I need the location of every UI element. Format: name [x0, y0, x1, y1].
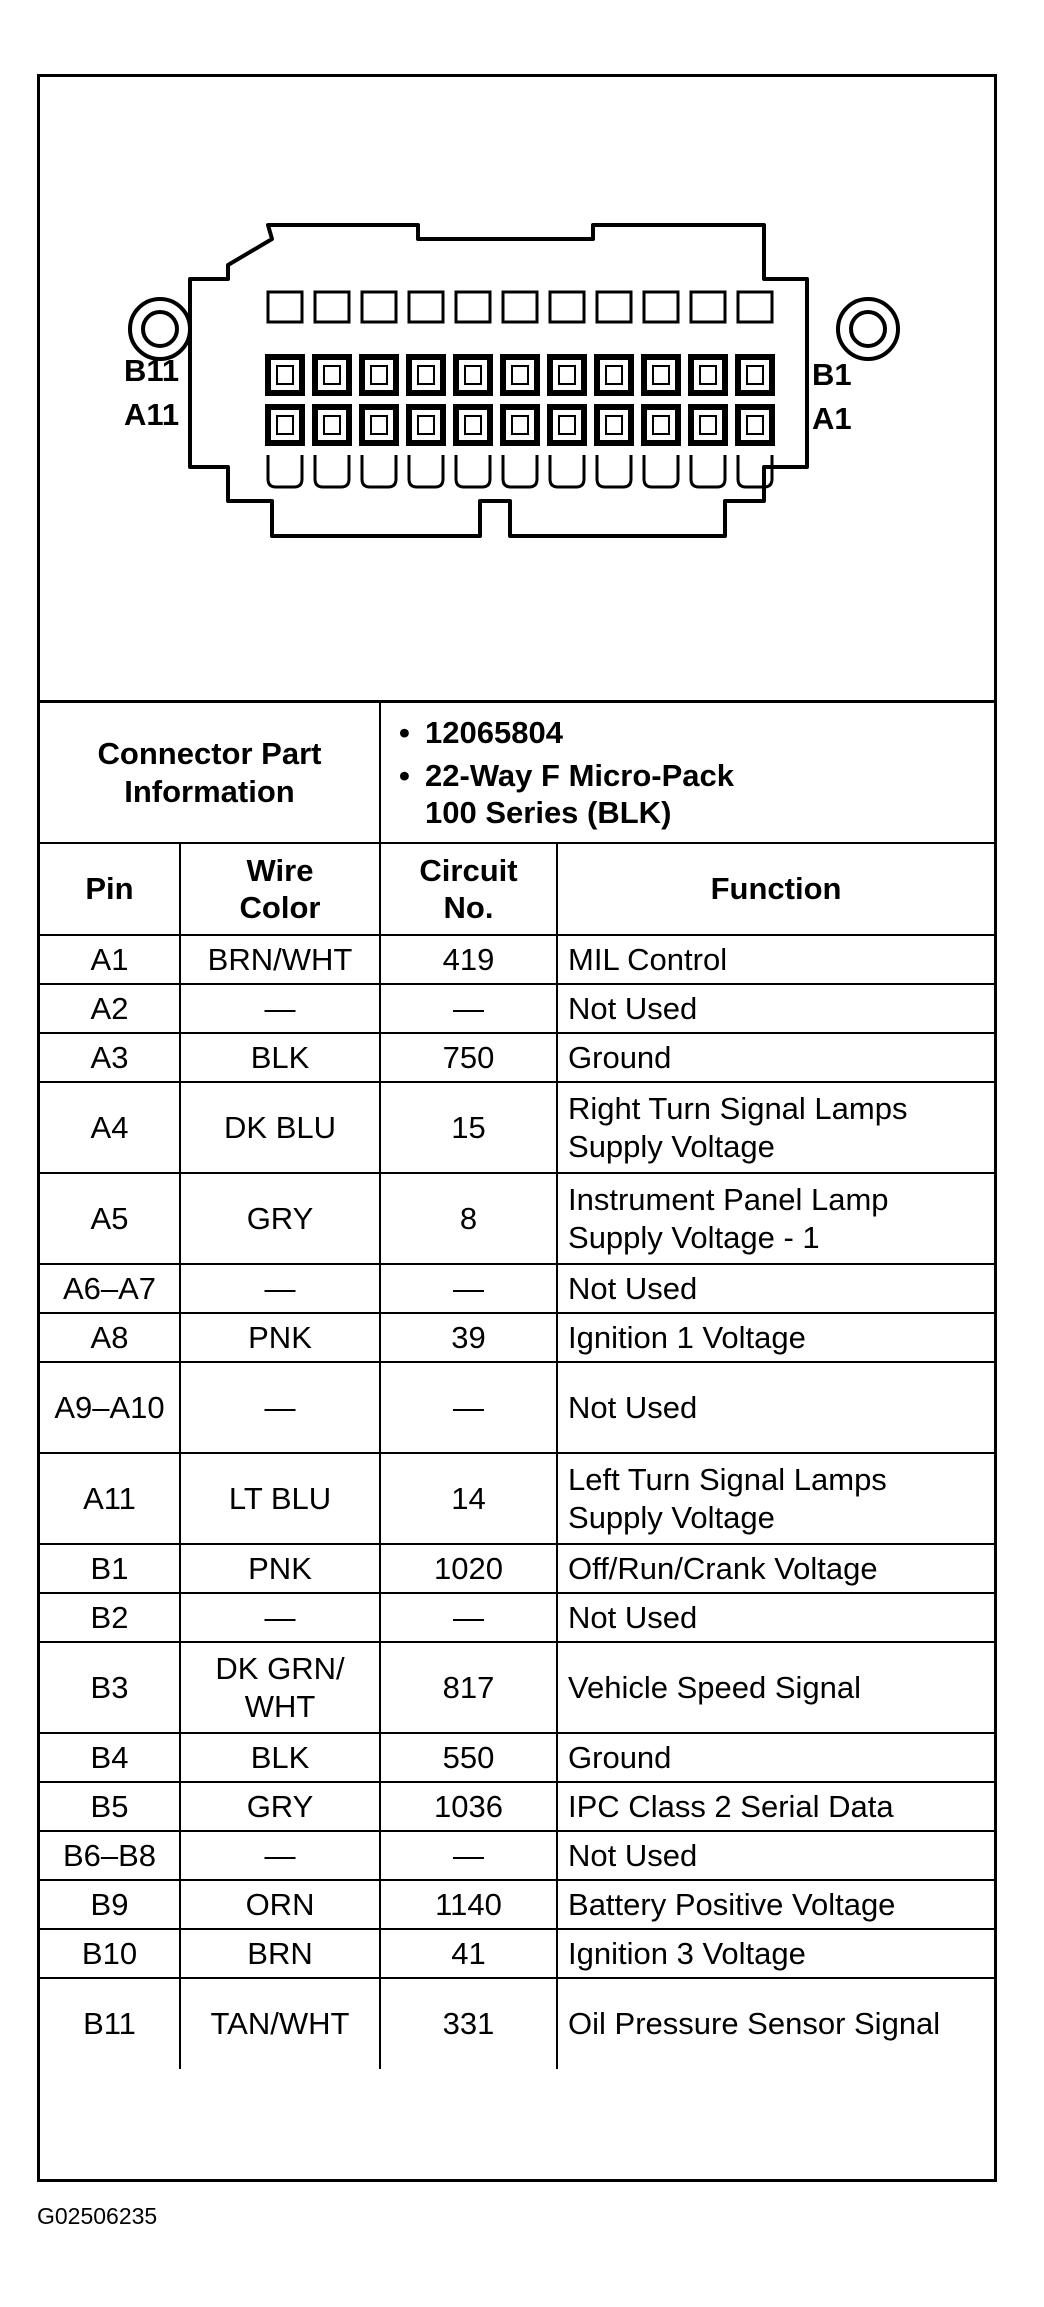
cavity-rows [268, 292, 772, 487]
label-b1: B1 [812, 357, 852, 392]
header-pin: Pin [40, 843, 180, 935]
diagram-id: G02506235 [37, 2203, 158, 2229]
pin-cell: B6–B8 [40, 1831, 180, 1880]
wire-color-cell: BLK [180, 1033, 380, 1082]
cavity [550, 407, 584, 443]
cavity [409, 357, 443, 393]
terminal [465, 416, 481, 434]
circuit-cell: 41 [380, 1929, 557, 1978]
cavity [597, 292, 631, 322]
mounting-hole-right [838, 299, 898, 359]
table-row [40, 1362, 994, 1453]
wire-color-cell: PNK [180, 1544, 380, 1593]
circuit-cell: 15 [380, 1082, 557, 1173]
cavity [456, 407, 490, 443]
circuit-cell: 1140 [380, 1880, 557, 1929]
pin-cell: B9 [40, 1880, 180, 1929]
table-row [40, 1642, 994, 1733]
circuit-cell: 750 [380, 1033, 557, 1082]
cavity [503, 407, 537, 443]
pin-cell: B3 [40, 1642, 180, 1733]
connector-type [391, 757, 984, 831]
circuit-cell: 1020 [380, 1544, 557, 1593]
circuit-cell: 419 [380, 935, 557, 984]
terminal [606, 416, 622, 434]
wire-color-cell: — [180, 1264, 380, 1313]
terminal [653, 366, 669, 384]
cavity [503, 292, 537, 322]
connector-info-label [40, 703, 380, 843]
function-cell: Not Used [557, 1831, 994, 1880]
table-row [40, 1831, 994, 1880]
pin-cell: A2 [40, 984, 180, 1033]
cavity [597, 455, 631, 487]
pin-cell: A3 [40, 1033, 180, 1082]
cavity [268, 455, 302, 487]
terminal [277, 416, 293, 434]
connector-diagram [40, 77, 994, 703]
wire-color-cell: PNK [180, 1313, 380, 1362]
wire-color-cell: BRN [180, 1929, 380, 1978]
cavity [597, 357, 631, 393]
cavity [362, 407, 396, 443]
cavity [550, 292, 584, 322]
table-row [40, 1593, 994, 1642]
label-a11: A11 [124, 397, 180, 432]
wire-color-cell: ORN [180, 1880, 380, 1929]
terminal [512, 416, 528, 434]
terminal [418, 416, 434, 434]
pin-cell: B10 [40, 1929, 180, 1978]
terminal [324, 366, 340, 384]
terminal [371, 366, 387, 384]
cavity [315, 407, 349, 443]
terminal [512, 366, 528, 384]
function-cell: Battery Positive Voltage [557, 1880, 994, 1929]
cavity [503, 455, 537, 487]
function-cell: Left Turn Signal Lamps Supply Voltage [557, 1453, 994, 1544]
pin-cell: B5 [40, 1782, 180, 1831]
function-cell: MIL Control [557, 935, 994, 984]
terminal [700, 416, 716, 434]
connector-frame [37, 74, 997, 2182]
info-label-line1: Connector Part [97, 736, 322, 772]
pin-cell: B4 [40, 1733, 180, 1782]
function-cell: Right Turn Signal Lamps Supply Voltage [557, 1082, 994, 1173]
pin-cell: A1 [40, 935, 180, 984]
circuit-cell: 14 [380, 1453, 557, 1544]
wire-color-cell: TAN/WHT [180, 1978, 380, 2069]
terminal [418, 366, 434, 384]
terminal [277, 366, 293, 384]
wire-color-cell: — [180, 1362, 380, 1453]
table-row [40, 1264, 994, 1313]
cavity [362, 292, 396, 322]
cavity [550, 455, 584, 487]
function-cell: Ground [557, 1733, 994, 1782]
connector-drawing [40, 77, 994, 700]
function-cell: IPC Class 2 Serial Data [557, 1782, 994, 1831]
table-row [40, 1082, 994, 1173]
cavity [315, 357, 349, 393]
cavity [738, 357, 772, 393]
header-wire-color-line2: Color [239, 890, 321, 925]
cavity [362, 455, 396, 487]
wire-color-cell: GRY [180, 1173, 380, 1264]
cavity [644, 357, 678, 393]
connector-type-line2: 100 Series (BLK) [425, 795, 672, 831]
cavity [644, 407, 678, 443]
cavity [691, 455, 725, 487]
cavity [409, 292, 443, 322]
table-row [40, 1782, 994, 1831]
terminal [559, 366, 575, 384]
cavity [456, 455, 490, 487]
function-cell: Not Used [557, 1593, 994, 1642]
circuit-cell: — [380, 1264, 557, 1313]
pin-cell: A8 [40, 1313, 180, 1362]
pin-rows [40, 935, 994, 2069]
wire-color-cell: BRN/WHT [180, 935, 380, 984]
pin-cell: A4 [40, 1082, 180, 1173]
wire-color-cell: LT BLU [180, 1453, 380, 1544]
circuit-cell: — [380, 984, 557, 1033]
circuit-cell: — [380, 1362, 557, 1453]
cavity [315, 292, 349, 322]
table-row [40, 1173, 994, 1264]
circuit-cell: — [380, 1831, 557, 1880]
cavity [456, 357, 490, 393]
cavity [644, 455, 678, 487]
terminal [371, 416, 387, 434]
table-row [40, 1880, 994, 1929]
table-row [40, 1033, 994, 1082]
cavity [691, 407, 725, 443]
part-number: • 12065804 [391, 714, 984, 751]
cavity [268, 292, 302, 322]
connector-info-row [40, 703, 994, 843]
table-row [40, 984, 994, 1033]
cavity [362, 357, 396, 393]
circuit-cell: 817 [380, 1642, 557, 1733]
pin-cell: B1 [40, 1544, 180, 1593]
table-row [40, 1733, 994, 1782]
terminal [465, 366, 481, 384]
circuit-cell: 39 [380, 1313, 557, 1362]
header-wire-color [180, 843, 380, 935]
terminal [653, 416, 669, 434]
cavity [503, 357, 537, 393]
cavity [597, 407, 631, 443]
header-function: Function [557, 843, 994, 935]
function-cell: Ignition 1 Voltage [557, 1313, 994, 1362]
terminal [559, 416, 575, 434]
terminal [747, 366, 763, 384]
circuit-cell: 550 [380, 1733, 557, 1782]
terminal [747, 416, 763, 434]
terminal [606, 366, 622, 384]
circuit-cell: — [380, 1593, 557, 1642]
pin-cell: B11 [40, 1978, 180, 2069]
pin-cell: B2 [40, 1593, 180, 1642]
function-cell: Ground [557, 1033, 994, 1082]
mounting-hole-left [130, 299, 190, 359]
connector-type-line1: • 22-Way F Micro-Pack [425, 757, 734, 793]
function-cell: Ignition 3 Voltage [557, 1929, 994, 1978]
circuit-cell: 8 [380, 1173, 557, 1264]
table-row [40, 935, 994, 984]
pin-cell: A11 [40, 1453, 180, 1544]
circuit-cell: 1036 [380, 1782, 557, 1831]
header-circuit-line1: Circuit [419, 852, 518, 888]
cavity [409, 455, 443, 487]
cavity [691, 292, 725, 322]
terminal [324, 416, 340, 434]
pin-cell: A9–A10 [40, 1362, 180, 1453]
wire-color-cell: GRY [180, 1782, 380, 1831]
cavity [409, 407, 443, 443]
header-circuit-line2: No. [443, 890, 494, 925]
connector-outline [190, 225, 807, 536]
pin-table [40, 703, 994, 2069]
function-cell: Vehicle Speed Signal [557, 1642, 994, 1733]
cavity [268, 357, 302, 393]
wire-color-cell: DK BLU [180, 1082, 380, 1173]
cavity [268, 407, 302, 443]
header-circuit-no [380, 843, 557, 935]
table-row [40, 1929, 994, 1978]
table-row [40, 1313, 994, 1362]
function-cell: Not Used [557, 1362, 994, 1453]
function-cell: Not Used [557, 984, 994, 1033]
cavity [738, 292, 772, 322]
pin-cell: A6–A7 [40, 1264, 180, 1313]
circuit-cell: 331 [380, 1978, 557, 2069]
wire-color-cell: — [180, 984, 380, 1033]
cavity [691, 357, 725, 393]
cavity [738, 407, 772, 443]
pin-cell: A5 [40, 1173, 180, 1264]
info-label-line2: Information [124, 773, 295, 809]
connector-info-values [380, 703, 994, 843]
label-a1: A1 [812, 401, 852, 436]
table-row [40, 1453, 994, 1544]
table-row [40, 1978, 994, 2069]
wire-color-cell: BLK [180, 1733, 380, 1782]
wire-color-cell: — [180, 1831, 380, 1880]
wire-color-cell: — [180, 1593, 380, 1642]
function-cell: Not Used [557, 1264, 994, 1313]
cavity [315, 455, 349, 487]
cavity [550, 357, 584, 393]
cavity [456, 292, 490, 322]
function-cell: Off/Run/Crank Voltage [557, 1544, 994, 1593]
terminal [700, 366, 716, 384]
label-b11: B11 [124, 353, 180, 388]
table-row [40, 1544, 994, 1593]
table-header-row [40, 843, 994, 935]
function-cell: Instrument Panel Lamp Supply Voltage - 1 [557, 1173, 994, 1264]
cavity [644, 292, 678, 322]
wire-color-cell: DK GRN/ WHT [180, 1642, 380, 1733]
cavity [738, 455, 772, 487]
function-cell: Oil Pressure Sensor Signal [557, 1978, 994, 2069]
header-wire-color-line1: Wire [246, 852, 314, 888]
